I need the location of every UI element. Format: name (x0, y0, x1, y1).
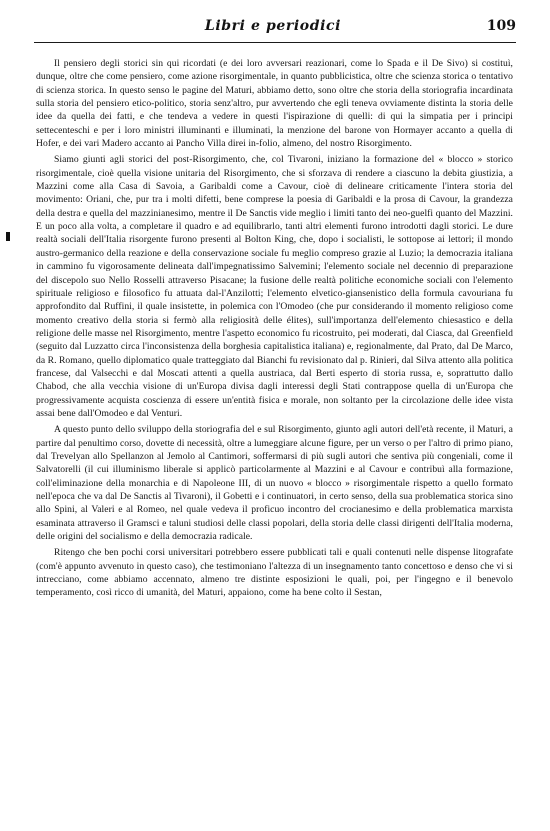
body-text (36, 57, 513, 600)
running-head (30, 18, 516, 38)
margin-mark (6, 232, 10, 241)
paragraph-2: Siamo giunti agli storici del post-Risorgimento, che, col Tivaroni, iniziano la formazione del « blocco » storico risorgimentale, cioè quella visione unitaria del Risorgimento, che si sforzava di rendere a ciascuno la debita giustizia, a Mazzini come alla Casa di Savoia, a Garibaldi come a Cavour, cioè di delineare criticamente l'intera storia del movimento: Oriani, che, pur tra i molti difetti, bene comprese la poesia di Garibaldi e la prosa di Cavour, la grandezza della destra e quella del mazzinianesimo, mentre il De Sanctis vide meglio i limiti tanto dei neo-guelfi quanto del Mazzini. E un poco alla volta, a completare il quadro e ad equilibrarlo, tanti altri elementi furono introdotti dagli storici. Le dure realtà sociali dell'Italia risorgente furono presenti al Bolton King, che, dopo i socialisti, le sottopose ai lettori; il mondo austro-germanico della reazione e della conservazione sociale fu meglio compreso grazie al Luzio; la democrazia italiana in cammino fu vigorosamente delineata dall'impegnatissimo Salvemini; l'elemento sociale nel decennio di preparazione del discepolo suo Nello Rosselli attraverso Pisacane; la fusione delle realtà politiche economiche sociali con l'elemento spirituale religioso e filosofico fu attuata dal-l'Anzilotti; l'elemento elvetico-giansenistico della formula cavouriana fu approfondito dal Ruffini, il quale insistette, in polemica con l'Omodeo (che pur considerando il momento religioso come momento creativo della storia si fermò alla religiosità delle élites), sull'importanza dell'elemento chiesastico e della religione delle masse nel Risorgimento, mentre l'aspetto economico fu ricostruito, pei moderati, dal Ciasca, dal Greenfield (seguito dal Luzzatto circa l'inconsistenza della borghesia capitalistica italiana) e, regionalmente, dal Prato, dal De Marco, da R. Romano, quello diplomatico quale tratteggiato dal Bianchi fu revisionato dal p. Rinieri, dal Silva attento alla politica francese, dal Valsecchi e dal Moscati attenti a quella austriaca, dal Berti esperto di storia russa, e, soprattutto dallo Chabod, che alla vecchia visione di un'Europa divisa dagli interessi degli Stati contrappose quella di un'Europa che progressivamente acquista coscienza di essere un'entità fisica e morale, non soltanto per la circolazione delle idee vista assai bene dall'Omodeo e dal Venturi. (36, 154, 513, 419)
running-title: Libri e periodici (204, 18, 342, 34)
page-number: 109 (486, 18, 516, 34)
header-rule (34, 42, 516, 43)
paragraph-1: Il pensiero degli storici sin qui ricordati (e dei loro avversari reazionari, come lo Spada e il De Sivo) si costituì, dunque, oltre che come pensiero, come azione risorgimentale, in quanto pubblicistica, oltre che scienza storica o tentativo di scienza storica. In questo senso le pagine del Maturi, abbiamo detto, sono oltre che storia della storiografia incardinata sulla storia del pensiero etico-politico, storia senz'altro, pur avvertendo che egli teneva ovviamente distinta la storia delle idee da quella dei fatti, e che tendeva a vedere in questi l'ispirazione di quelli: di qui la simpatia per i principi settecenteschi e per i loro ministri illuminanti e illuminati, la menzione del barone von Hormayer accanto a quella di Hofer, e dei vari Madero accanto ai Pancho Villa direi in-folio, almeno, del nostro Risorgimento. (36, 58, 513, 150)
paragraph-3: A questo punto dello sviluppo della storiografia del e sul Risorgimento, giunto agli autori dell'età recente, il Maturi, a partire dal penultimo corso, dovette di necessità, oltre a lumeggiare alcune figure, per un verso o per l'altro di primo piano, dal Trevelyan allo Spellanzon al Jemolo al Cantimori, soffermarsi di più sugli autori che sentiva più congeniali, come il Salvatorelli (il cui illuminismo liberale si applicò particolarmente al Mazzini e al Cavour e contribuì alla formazione, coll'eliminazione della monarchia e di Napoleone III, di un nuovo « blocco » risorgimentale rispetto a quello formato nell'epoca che va dal De Sanctis al Tivaroni), il Gobetti e i continuatori, in certo senso, della sua problematica storica sino allo Spini, al Valeri e al Romeo, nel quale vedeva il proficuo incontro del crocianesimo e della problematica marxista esaminata attraverso il Gramsci e taluni studiosi delle classi popolari, della storia delle classi dirigenti dell'Italia moderna, delle origini del socialismo e della democrazia radicale. (36, 424, 513, 543)
paragraph-4: Ritengo che ben pochi corsi universitari potrebbero essere pubblicati tali e quali contenuti nelle dispense litografate (com'è appunto avvenuto in questo caso), che testimoniano l'altezza di un insegnamento tanto concettoso e denso che vi si intrecciano, come abbiamo accennato, almeno tre distinte esposizioni le quali, poi, per l'ingegno e il benevolo temperamento, così ricco di umanità, del Maturi, appaiono, come ha bene colto il Sestan, (36, 547, 513, 599)
